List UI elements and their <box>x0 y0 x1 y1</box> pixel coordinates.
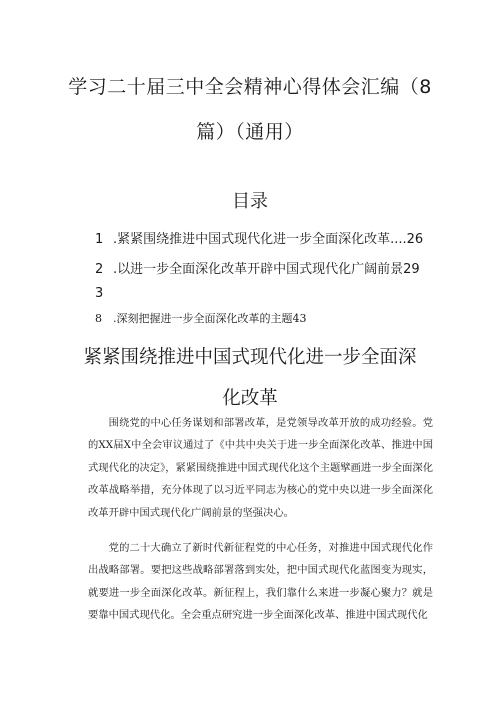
toc-item-text: .紧紧围绕推进中国式现代化进一步全面深化改革....26 <box>113 232 424 247</box>
toc-item-text: .以进一步全面深化改革开辟中国式现代化广阔前景29 <box>113 262 420 277</box>
section-title-line-1: 紧紧围绕推进中国式现代化进一步全面深 <box>83 347 417 368</box>
toc-item[interactable] <box>95 310 307 326</box>
body-paragraph: 围绕党的中心任务谋划和部署改革，是党领导改革开放的成功经验。党的XX届X中全会审议通过了《中共中央关于进一步全面深化改革、推进中国式现代化的决定》，紧紧围绕推进中国式现代化这个主题擘画进一步全面深化改革战略举措，充分体现了以习近平同志为核心的党中央以进一步全面深化改革开辟中国式现代化广阔前景的坚强决心。 <box>88 417 433 519</box>
toc-item[interactable] <box>95 258 420 277</box>
body-paragraph: 党的二十大确立了新时代新征程党的中心任务，对推进中国式现代化作出战略部署。要把这些战略部署落到实处，把中国式现代化蓝图变为现实，就要进一步全面深化改革。新征程上，我们靠什么来进一步凝心聚力？就是要靠中国式现代化。全会重点研究进一步全面深化改革、推进中国式现代化 <box>88 542 433 622</box>
toc-item-number: 2 <box>95 262 104 277</box>
toc-item-number: 1 <box>95 232 104 247</box>
toc-heading: 目录 <box>232 191 268 212</box>
section-title-line-2: 化改革 <box>222 388 278 409</box>
document-title-line-2: 篇）（通用） <box>196 121 304 143</box>
toc-item-number: 3 <box>95 286 104 301</box>
toc-item[interactable] <box>95 286 113 301</box>
toc-item-number: 8 <box>95 312 102 325</box>
document-title-line-1: 学习二十届三中全会精神心得体会汇编（8 <box>68 76 432 98</box>
toc-item[interactable] <box>95 228 423 247</box>
toc-item-text: .深刻把握进一步全面深化改革的主题43 <box>113 312 307 325</box>
